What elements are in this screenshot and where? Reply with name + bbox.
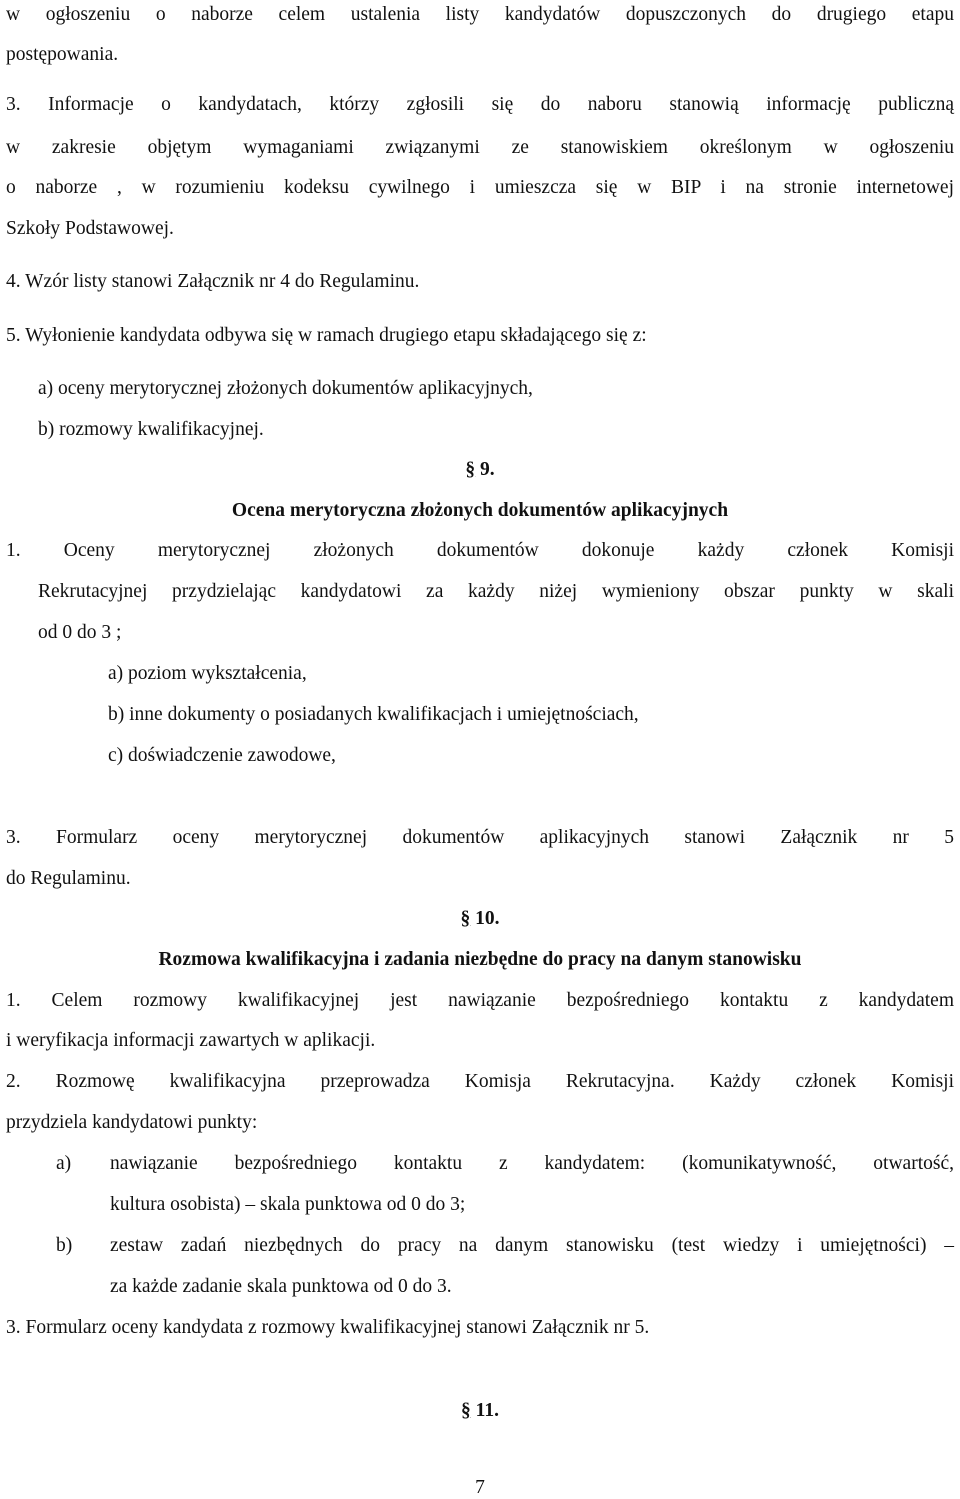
text-line: Szkoły Podstawowej. (6, 218, 174, 239)
list-item: a) oceny merytorycznej złożonych dokumentów aplikacyjnych, (38, 378, 533, 399)
section-heading-9 (0, 460, 960, 480)
text-line: 3. Informacje o kandydatach, którzy zgłosili się do naboru stanowią informację publiczną (6, 94, 954, 115)
section-symbol: § (460, 908, 471, 929)
text-line: od 0 do 3 ; (38, 622, 122, 643)
text-line: przydziela kandydatowi punkty: (6, 1112, 258, 1133)
text-line: w ogłoszeniu o naborze celem ustalenia listy kandydatów dopuszczonych do drugiego etapu (6, 4, 954, 25)
text-line: postępowania. (6, 44, 119, 65)
text-line: i weryfikacja informacji zawartych w aplikacji. (6, 1030, 376, 1051)
list-marker: b) (56, 1235, 73, 1256)
section-number: 11. (470, 1400, 499, 1421)
section-title-9: Ocena merytoryczna złożonych dokumentów aplikacyjnych (231, 500, 729, 521)
text-line: 5. Wyłonienie kandydata odbywa się w ramach drugiego etapu składającego się z: (6, 325, 647, 346)
text-line: o naborze , w rozumieniu kodeksu cywilnego i umieszcza się w BIP i na stronie internetowej (6, 177, 954, 198)
list-item: kultura osobista) – skala punktowa od 0 do 3; (110, 1194, 466, 1215)
text-line: 4. Wzór listy stanowi Załącznik nr 4 do Regulaminu. (6, 271, 420, 292)
section-title-10: Rozmowa kwalifikacyjna i zadania niezbędne do pracy na danym stanowisku (158, 949, 802, 970)
text-line: Rekrutacyjnej przydzielając kandydatowi za każdy niżej wymieniony obszar punkty w skali (38, 581, 954, 602)
list-item: zestaw zadań niezbędnych do pracy na danym stanowisku (test wiedzy i umiejętności) – (110, 1235, 954, 1256)
section-heading-10 (0, 909, 960, 929)
list-item: nawiązanie bezpośredniego kontaktu z kandydatem: (komunikatywność, otwartość, (110, 1153, 954, 1174)
list-item: b) inne dokumenty o posiadanych kwalifikacjach i umiejętnościach, (108, 704, 639, 725)
section-number: 10. (470, 908, 500, 929)
text-line: 1. Celem rozmowy kwalifikacyjnej jest nawiązanie bezpośredniego kontaktu z kandydatem (6, 990, 954, 1011)
list-item: c) doświadczenie zawodowe, (108, 745, 336, 766)
list-item: za każde zadanie skala punktowa od 0 do 3. (110, 1276, 452, 1297)
text-line: 3. Formularz oceny merytorycznej dokumentów aplikacyjnych stanowi Załącznik nr 5 (6, 827, 954, 848)
list-item: a) poziom wykształcenia, (108, 663, 307, 684)
section-symbol: § (461, 1400, 471, 1421)
section-heading-11 (0, 1401, 960, 1421)
text-line: 2. Rozmowę kwalifikacyjna przeprowadza Komisja Rekrutacyjna. Każdy członek Komisji (6, 1071, 954, 1092)
text-line: do Regulaminu. (6, 868, 131, 889)
page-number: 7 (475, 1477, 485, 1498)
section-number: 9. (475, 459, 495, 480)
text-line: w zakresie objętym wymaganiami związanymi ze stanowiskiem określonym w ogłoszeniu (6, 137, 954, 158)
text-line: 1. Oceny merytorycznej złożonych dokumentów dokonuje każdy członek Komisji (6, 540, 954, 561)
text-line: 3. Formularz oceny kandydata z rozmowy kwalifikacyjnej stanowi Załącznik nr 5. (6, 1317, 650, 1338)
list-marker: a) (56, 1153, 72, 1174)
list-item: b) rozmowy kwalifikacyjnej. (38, 419, 264, 440)
section-symbol: § (465, 459, 476, 480)
